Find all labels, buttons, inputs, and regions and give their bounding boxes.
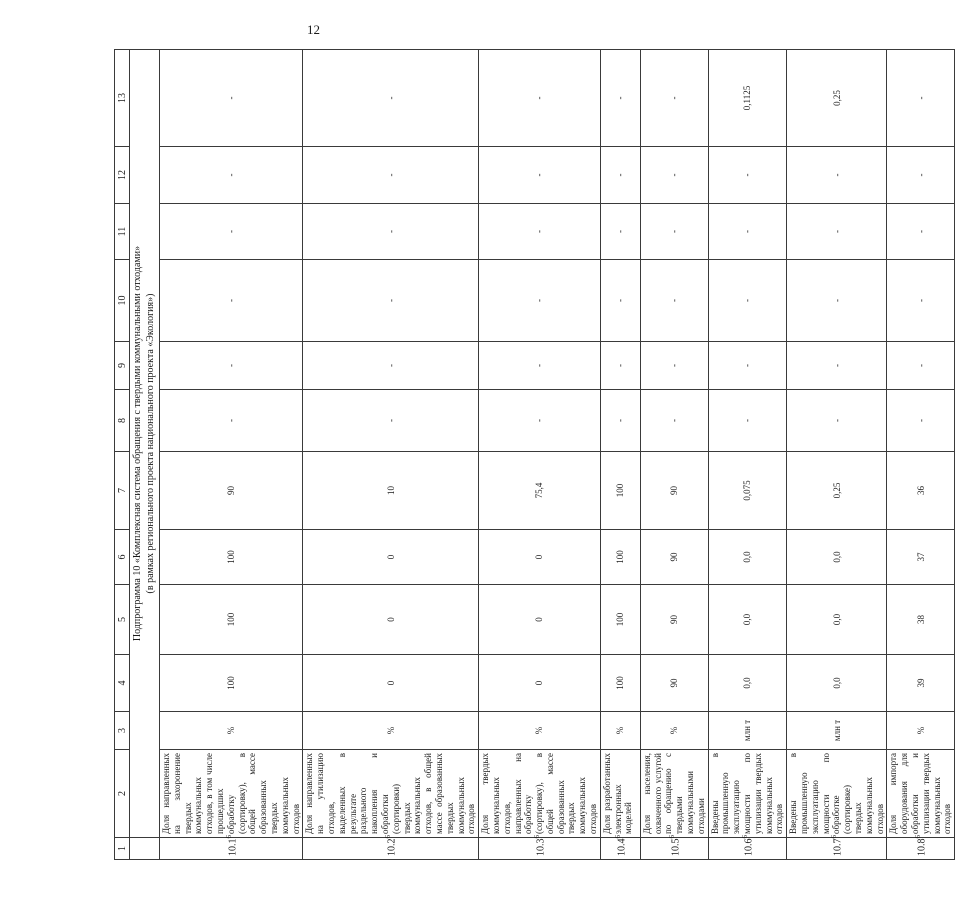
table-row bbox=[787, 50, 887, 860]
unit-cell: % bbox=[160, 712, 303, 750]
header-cell: 2 bbox=[115, 750, 130, 838]
unit-cell: млн т bbox=[787, 712, 887, 750]
value-cell: - bbox=[600, 50, 640, 147]
row-number-cell bbox=[640, 835, 708, 860]
header-cell: 3 bbox=[115, 712, 130, 750]
value-cell: - bbox=[640, 260, 708, 342]
value-cell: - bbox=[708, 260, 787, 342]
value-cell: - bbox=[708, 342, 787, 390]
value-cell: 10 bbox=[303, 452, 479, 530]
value-cell: 90 bbox=[640, 530, 708, 585]
value-cell: - bbox=[887, 147, 955, 204]
value-cell: - bbox=[708, 147, 787, 204]
value-cell: - bbox=[479, 147, 601, 204]
value-cell: - bbox=[787, 204, 887, 260]
value-cell: 100 bbox=[600, 452, 640, 530]
header-cell: 4 bbox=[115, 655, 130, 712]
value-cell: 0,25 bbox=[787, 50, 887, 147]
section-row bbox=[130, 50, 160, 860]
footnote-mark: 6 bbox=[667, 835, 676, 839]
value-cell: - bbox=[887, 390, 955, 452]
value-cell: 100 bbox=[160, 585, 303, 655]
value-cell: - bbox=[303, 260, 479, 342]
header-cell: 5 bbox=[115, 585, 130, 655]
value-cell: - bbox=[600, 204, 640, 260]
value-cell: - bbox=[479, 204, 601, 260]
value-cell: 0,0 bbox=[787, 530, 887, 585]
value-cell: - bbox=[303, 50, 479, 147]
rotated-table-container bbox=[114, 50, 953, 860]
value-cell: 0,0 bbox=[708, 585, 787, 655]
row-number-cell bbox=[708, 835, 787, 860]
header-cell: 7 bbox=[115, 452, 130, 530]
unit-cell: % bbox=[303, 712, 479, 750]
indicator-name: Доля населения, охваченного услугой по обращению с твердыми коммунальными отходами bbox=[640, 750, 708, 838]
row-number: 10.1 bbox=[226, 838, 238, 856]
header-row bbox=[115, 50, 130, 860]
value-cell: 90 bbox=[640, 585, 708, 655]
section-title-line1: Подпрограмма 10 «Комплексная система обращения с твердыми коммунальными отходами» bbox=[132, 245, 143, 642]
value-cell: 90 bbox=[640, 452, 708, 530]
value-cell: - bbox=[787, 147, 887, 204]
footnote-mark: 6 bbox=[532, 835, 541, 839]
indicator-name: Доля разработанных электронных моделей bbox=[600, 750, 640, 838]
value-cell: - bbox=[640, 50, 708, 147]
page-number: 12 bbox=[307, 22, 320, 37]
value-cell: 0 bbox=[303, 585, 479, 655]
value-cell: - bbox=[303, 342, 479, 390]
value-cell: - bbox=[640, 342, 708, 390]
row-number-cell bbox=[479, 835, 601, 860]
value-cell: - bbox=[479, 342, 601, 390]
unit-cell: % bbox=[887, 712, 955, 750]
value-cell: - bbox=[787, 390, 887, 452]
table-row bbox=[303, 50, 479, 860]
value-cell: - bbox=[787, 342, 887, 390]
value-cell: - bbox=[303, 204, 479, 260]
indicator-name: Введены в промышленную эксплуатацию мощности по утилизации твердых коммунальных отходов bbox=[708, 750, 787, 838]
value-cell: - bbox=[160, 50, 303, 147]
value-cell: - bbox=[708, 390, 787, 452]
value-cell: - bbox=[160, 390, 303, 452]
header-cell: 6 bbox=[115, 530, 130, 585]
value-cell: - bbox=[600, 147, 640, 204]
value-cell: - bbox=[887, 50, 955, 147]
indicator-name: Доля твердых коммунальных отходов, направленных на обработку (сортировку), в общей массе образованных твердых коммунальных отходов bbox=[479, 750, 601, 838]
value-cell: 100 bbox=[160, 530, 303, 585]
header-cell: 1 bbox=[115, 838, 130, 860]
value-cell: - bbox=[479, 390, 601, 452]
header-cell: 12 bbox=[115, 147, 130, 204]
table-row bbox=[887, 50, 955, 860]
table-row bbox=[160, 50, 303, 860]
value-cell: 0,25 bbox=[787, 452, 887, 530]
header-cell: 9 bbox=[115, 342, 130, 390]
value-cell: - bbox=[708, 204, 787, 260]
value-cell: 0 bbox=[479, 530, 601, 585]
section-title-line2: (в рамках регионального проекта национального проекта «Экология») bbox=[144, 293, 156, 594]
value-cell: 100 bbox=[160, 655, 303, 712]
value-cell: 0,1125 bbox=[708, 50, 787, 147]
value-cell: - bbox=[160, 147, 303, 204]
row-number: 10.2 bbox=[386, 838, 398, 856]
value-cell: 0,0 bbox=[708, 530, 787, 585]
value-cell: 75,4 bbox=[479, 452, 601, 530]
table-row bbox=[600, 50, 640, 860]
value-cell: - bbox=[887, 260, 955, 342]
value-cell: - bbox=[160, 260, 303, 342]
header-cell: 10 bbox=[115, 260, 130, 342]
row-number-cell bbox=[600, 835, 640, 860]
indicator-name: Доля направленных на захоронение твердых коммунальных отходов, в том числе прошедших обработку (сортировку), в общей массе образованных твердых коммунальных отходов bbox=[160, 750, 303, 838]
indicator-name: Доля направленных на утилизацию отходов, выделенных в результате раздельного накопления и обработки (сортировки) твердых коммунальных отходов, в общей массе образованных твердых коммунальных отходов bbox=[303, 750, 479, 838]
unit-cell: % bbox=[640, 712, 708, 750]
value-cell: - bbox=[600, 390, 640, 452]
indicators-table bbox=[114, 49, 955, 860]
footnote-mark: 6 bbox=[384, 835, 393, 839]
value-cell: 0,0 bbox=[708, 655, 787, 712]
value-cell: - bbox=[303, 390, 479, 452]
value-cell: 90 bbox=[640, 655, 708, 712]
footnote-mark: 6 bbox=[613, 835, 622, 839]
row-number: 10.3 bbox=[535, 838, 547, 856]
value-cell: - bbox=[479, 260, 601, 342]
value-cell: 0,075 bbox=[708, 452, 787, 530]
section-spacer bbox=[130, 838, 160, 860]
value-cell: 100 bbox=[600, 530, 640, 585]
header-cell: 8 bbox=[115, 390, 130, 452]
value-cell: - bbox=[303, 147, 479, 204]
row-number-cell bbox=[303, 835, 479, 860]
value-cell: 0,0 bbox=[787, 655, 887, 712]
footnote-mark: 6 bbox=[830, 835, 839, 839]
table-row bbox=[479, 50, 601, 860]
table-body bbox=[115, 50, 955, 860]
value-cell: 0 bbox=[303, 655, 479, 712]
row-number-cell bbox=[787, 835, 887, 860]
value-cell: 90 bbox=[160, 452, 303, 530]
value-cell: 36 bbox=[887, 452, 955, 530]
value-cell: 0,0 bbox=[787, 585, 887, 655]
footnote-mark: 6 bbox=[914, 835, 923, 839]
value-cell: 0 bbox=[303, 530, 479, 585]
value-cell: 38 bbox=[887, 585, 955, 655]
value-cell: 100 bbox=[600, 655, 640, 712]
unit-cell: млн т bbox=[708, 712, 787, 750]
value-cell: - bbox=[887, 204, 955, 260]
value-cell: - bbox=[887, 342, 955, 390]
header-cell: 11 bbox=[115, 204, 130, 260]
row-number: 10.8 bbox=[916, 838, 928, 856]
value-cell: - bbox=[479, 50, 601, 147]
header-cell: 13 bbox=[115, 50, 130, 147]
value-cell: - bbox=[640, 390, 708, 452]
footnote-mark: 6 bbox=[224, 835, 233, 839]
row-number: 10.4 bbox=[616, 838, 628, 856]
value-cell: 0 bbox=[479, 655, 601, 712]
row-number: 10.6 bbox=[743, 838, 755, 856]
unit-cell: % bbox=[600, 712, 640, 750]
row-number: 10.5 bbox=[669, 838, 681, 856]
unit-cell: % bbox=[479, 712, 601, 750]
indicator-name: Доля импорта оборудования для обработки и утилизации твердых коммунальных отходов bbox=[887, 750, 955, 838]
indicator-name: Введены в промышленную эксплуатацию мощности по обработке (сортировке) твердых коммунальных отходов bbox=[787, 750, 887, 838]
value-cell: - bbox=[640, 147, 708, 204]
value-cell: - bbox=[160, 342, 303, 390]
row-number-cell bbox=[160, 835, 303, 860]
row-number: 10.7 bbox=[832, 838, 844, 856]
value-cell: - bbox=[787, 260, 887, 342]
row-number-cell bbox=[887, 835, 955, 860]
value-cell: - bbox=[160, 204, 303, 260]
footnote-mark: 6 bbox=[740, 835, 749, 839]
table-row bbox=[640, 50, 708, 860]
value-cell: 0 bbox=[479, 585, 601, 655]
value-cell: - bbox=[640, 204, 708, 260]
value-cell: 37 bbox=[887, 530, 955, 585]
value-cell: - bbox=[600, 260, 640, 342]
value-cell: - bbox=[600, 342, 640, 390]
value-cell: 100 bbox=[600, 585, 640, 655]
table-row bbox=[708, 50, 787, 860]
section-title bbox=[130, 50, 160, 838]
value-cell: 39 bbox=[887, 655, 955, 712]
